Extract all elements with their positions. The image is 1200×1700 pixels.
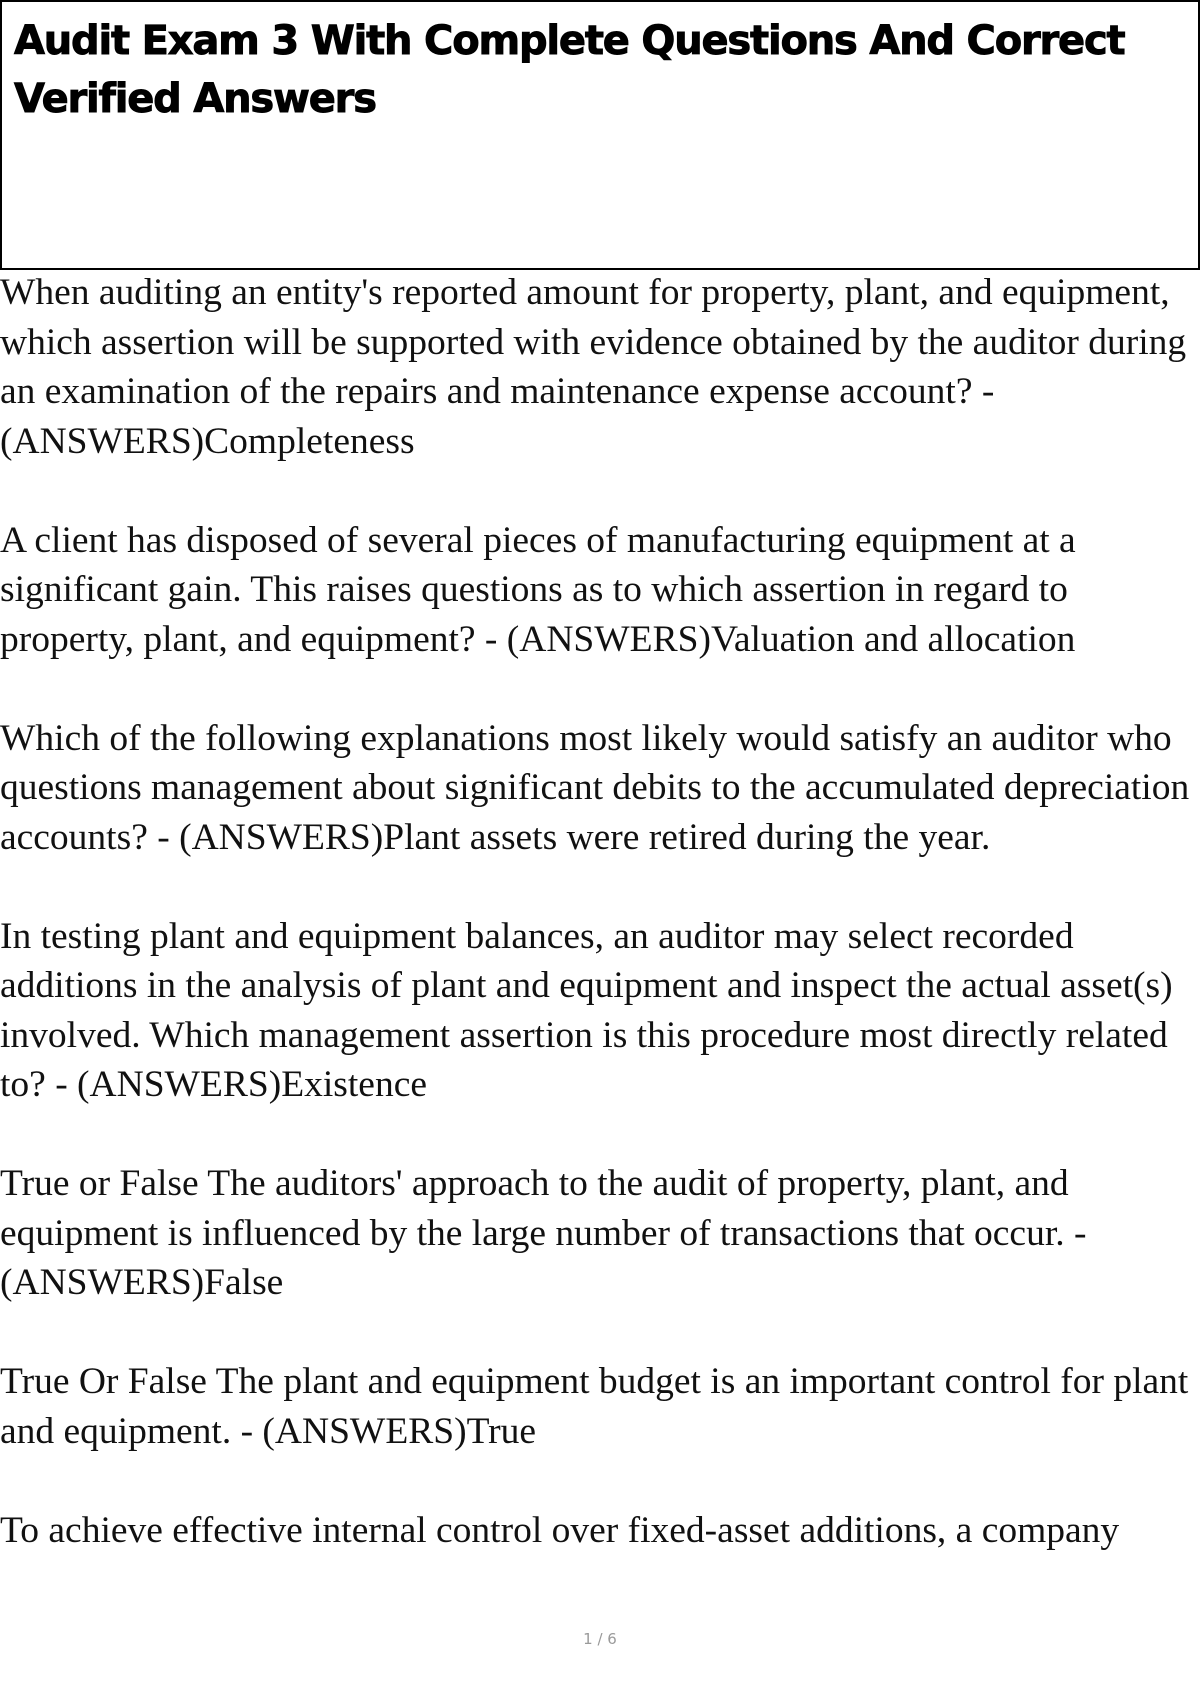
qa-item-5: True or False The auditors' approach to the audit of property, plant, and equipment is influenced by the large number of transactions that occur. - (ANSWERS)False [0, 1163, 1087, 1303]
qa-item-4: In testing plant and equipment balances, an auditor may select recorded additions in the analysis of plant and equipment and inspect the actual asset(s) involved. Which management assertion is this procedure most directly related to? - (ANSWERS)Existence [0, 915, 1173, 1105]
qa-item-6: True Or False The plant and equipment budget is an important control for plant and equipment. - (ANSWERS)True [0, 1361, 1189, 1452]
qa-item-2: A client has disposed of several pieces of manufacturing equipment at a significant gain. This raises questions as to which assertion in regard to property, plant, and equipment? - (ANSWERS)Valuation and allocation [0, 519, 1076, 660]
page-indicator: 1 / 6 [583, 1630, 617, 1648]
title-box [0, 0, 1200, 270]
document-body [0, 268, 1196, 1605]
document-title: Audit Exam 3 With Complete Questions And Correct Verified Answers [14, 18, 1125, 122]
qa-item-3: Which of the following explanations most likely would satisfy an auditor who questions management about significant debits to the accumulated depreciation accounts? - (ANSWERS)Plant assets were retired during the year. [0, 717, 1190, 858]
qa-item-7: To achieve effective internal control over fixed-asset additions, a company [0, 1509, 1120, 1551]
qa-item-1: When auditing an entity's reported amount for property, plant, and equipment, which assertion will be supported with evidence obtained by the auditor during an examination of the repairs and maintenance expense account? - (ANSWERS)Completeness [0, 272, 1187, 462]
